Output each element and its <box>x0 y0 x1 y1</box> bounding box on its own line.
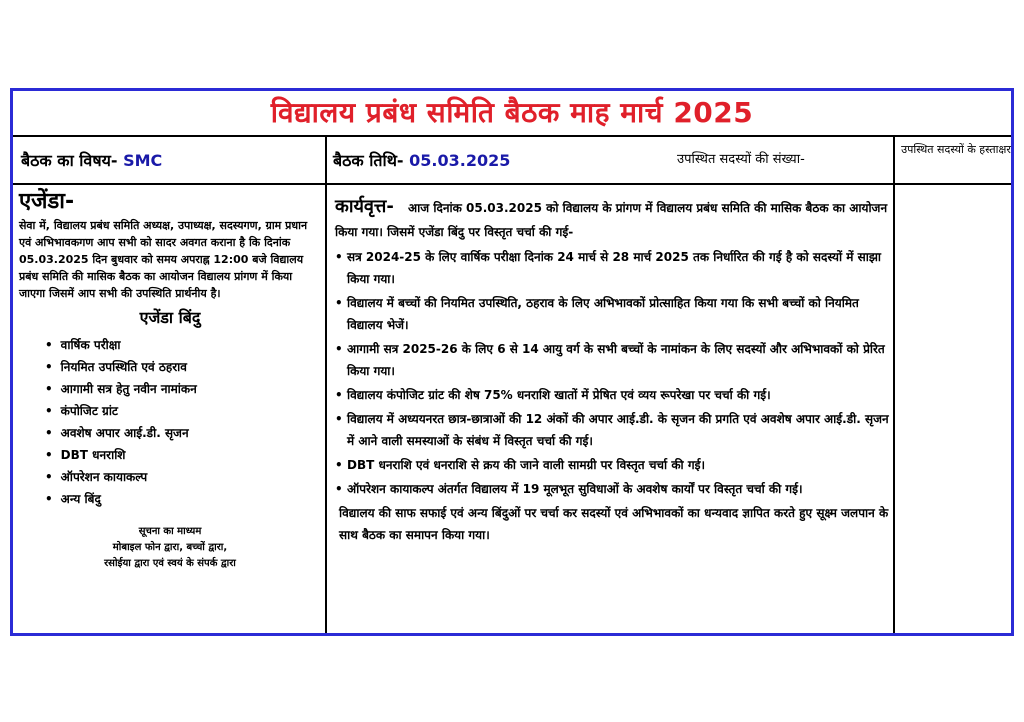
date-value: 05.03.2025 <box>409 151 511 170</box>
agenda-point: • अवशेष अपार आई.डी. सृजन <box>45 422 321 444</box>
minutes-heading: कार्यवृत्त- <box>335 196 394 217</box>
minutes-intro-block <box>335 195 895 244</box>
agenda-point: • अन्य बिंदु <box>45 488 321 510</box>
page-title: विद्यालय प्रबंध समिति बैठक माह मार्च 2025 <box>270 96 754 129</box>
minutes-item: • ऑपरेशन कायाकल्प अंतर्गत विद्यालय में 19 मूलभूत सुविधाओं के अवशेष कार्यों पर विस्तृत चर्चा की गई। <box>335 478 895 500</box>
minutes-closing: विद्यालय की साफ सफाई एवं अन्य बिंदुओं पर चर्चा कर सदस्यों एवं अभिभावकों का धन्यवाद ज्ञापित करते हुए सूक्ष्म जलपान के साथ बैठक का समापन किया गया। <box>339 506 889 542</box>
minutes-item: • सत्र 2024-25 के लिए वार्षिक परीक्षा दिनांक 24 मार्च से 28 मार्च 2025 तक निर्धारित की गई है को सदस्यों में साझा किया गया। <box>335 246 895 290</box>
agenda-point: • आगामी सत्र हेतु नवीन नामांकन <box>45 378 321 400</box>
minutes-item: • विद्यालय में बच्चों की नियमित उपस्थिति, ठहराव के लिए अभिभावकों प्रोत्साहित किया गया कि सभी बच्चों को नियमित विद्यालय भेजें। <box>335 292 895 336</box>
title-row <box>13 91 1011 137</box>
subject-value: SMC <box>123 151 163 170</box>
agenda-points-list <box>19 334 321 510</box>
header-divider <box>13 183 1011 185</box>
communication-medium <box>19 524 321 572</box>
medium-line: रसोईया द्वारा एवं स्वयं के संपर्क द्वारा <box>104 558 236 569</box>
agenda-points-title: एजेंडा बिंदु <box>139 308 201 327</box>
minutes-item: • DBT धनराशि एवं धनराशि से क्रय की जाने वाली सामग्री पर विस्तृत चर्चा की गई। <box>335 454 895 476</box>
agenda-notice: सेवा में, विद्यालय प्रबंध समिति अध्यक्ष, उपाध्यक्ष, सदस्यगण, ग्राम प्रधान एवं अभिभावकगण आप सभी को सादर अवगत कराना है कि दिनांक 05.03.2025 दिन बुधवार को समय अपराह्न 12:00 बजे विद्यालय प्रबंध समिति की मासिक बैठक का आयोजन विद्यालय प्रांगण में किया जाएगा जिसमें आप सभी की उपस्थिति प्रार्थनीय है। <box>19 219 308 300</box>
agenda-point: • ऑपरेशन कायाकल्प <box>45 466 321 488</box>
medium-line: मोबाइल फोन द्वारा, बच्चों द्वारा, <box>112 542 228 553</box>
agenda-section <box>19 189 321 572</box>
subject-label: बैठक का विषय- <box>21 151 118 170</box>
agenda-point: • वार्षिक परीक्षा <box>45 334 321 356</box>
signature-header: उपस्थित सदस्यों के हस्ताक्षर <box>901 143 1011 156</box>
column-divider-1 <box>325 135 327 633</box>
agenda-point: • नियमित उपस्थिति एवं ठहराव <box>45 356 321 378</box>
agenda-heading: एजेंडा- <box>19 189 75 214</box>
date-field <box>333 149 510 171</box>
minutes-item: • आगामी सत्र 2025-26 के लिए 6 से 14 आयु वर्ग के सभी बच्चों के नामांकन के लिए सदस्यों और अभिभावकों को प्रेरित किया गया। <box>335 338 895 382</box>
agenda-point: • कंपोजिट ग्रांट <box>45 400 321 422</box>
subject-field <box>21 149 162 171</box>
date-label: बैठक तिथि- <box>333 151 404 170</box>
minutes-intro: आज दिनांक 05.03.2025 को विद्यालय के प्रांगण में विद्यालय प्रबंध समिति की मासिक बैठक का आयोजन किया गया। जिसमें एजेंडा बिंदु पर विस्तृत चर्चा की गई- <box>335 201 888 239</box>
minutes-item: • विद्यालय में अध्ययनरत छात्र-छात्राओं की 12 अंकों की अपार आई.डी. के सृजन की प्रगति एवं अवशेष अपार आई.डी. सृजन में आने वाली समस्याओं के संबंध में विस्तृत चर्चा की गई। <box>335 408 895 452</box>
minutes-list <box>335 246 895 500</box>
medium-title: सूचना का माध्यम <box>138 526 202 537</box>
agenda-point: • DBT धनराशि <box>45 444 321 466</box>
meeting-document <box>10 88 1014 636</box>
minutes-item: • विद्यालय कंपोजिट ग्रांट की शेष 75% धनराशि खातों में प्रेषित एवं व्यय रूपरेखा पर चर्चा की गई। <box>335 384 895 406</box>
minutes-section <box>335 195 895 546</box>
members-count-label: उपस्थित सदस्यों की संख्या- <box>677 152 805 167</box>
